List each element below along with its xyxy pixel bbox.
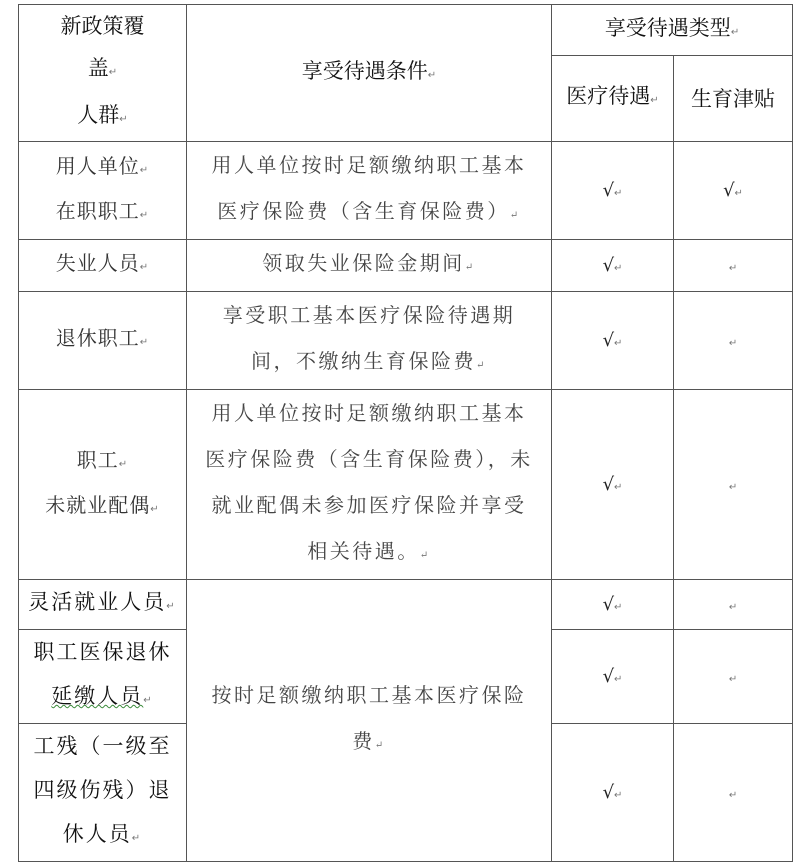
paragraph-mark: ↵ [150,503,160,515]
paragraph-mark: ↵ [374,740,386,751]
table-row [19,390,793,580]
group-line: 职工医保退休 [33,640,172,664]
medical-cell [552,630,674,724]
group-line: 未就业配偶 [45,492,151,517]
medical-cell [552,292,674,390]
condition-line: 领取失业保险金期间 [262,251,465,275]
header-conditions-label: 享受待遇条件 [301,58,428,83]
group-line: 四级伤残）退 [33,778,172,802]
paragraph-mark: ↵ [476,360,487,371]
paragraph-mark: ↵ [118,458,129,470]
paragraph-mark: ↵ [728,790,738,801]
maternity-cell [674,240,793,292]
header-benefit-types-label: 享受待遇类型 [604,15,731,40]
paragraph-mark: ↵ [614,674,623,685]
check-mark: √ [723,180,735,201]
group-cell [19,724,187,862]
group-line: 退休职工 [55,326,140,350]
conditions-cell [187,390,552,580]
paragraph-mark: ↵ [728,482,738,493]
group-cell [19,142,187,240]
group-cell [19,580,187,630]
condition-line: 用人单位按时足额缴纳职工基本 [211,153,527,177]
paragraph-mark: ↵ [139,337,150,348]
maternity-cell [674,580,793,630]
header-medical [552,56,674,142]
group-line: 延缴人员 [51,684,144,708]
paragraph-mark: ↵ [143,695,154,706]
condition-line: 费 [352,729,375,753]
check-mark: √ [602,782,615,803]
maternity-cell [674,142,793,240]
check-mark: √ [602,666,615,687]
paragraph-mark: ↵ [728,338,738,349]
paragraph-mark: ↵ [139,164,150,176]
paragraph-mark: ↵ [728,674,738,685]
group-cell [19,240,187,292]
table-row [19,292,793,390]
group-line: 工残（一级至 [33,734,172,758]
header-medical-label: 医疗待遇 [566,84,651,108]
medical-cell [552,142,674,240]
condition-line: 相关待遇。 [307,539,420,563]
paragraph-mark: ↵ [509,210,521,221]
check-mark: √ [602,330,615,351]
table-row [19,580,793,630]
paragraph-mark: ↵ [166,601,177,612]
condition-line: 按时足额缴纳职工基本医疗保险 [211,683,527,707]
paragraph-mark: ↵ [108,67,118,78]
paragraph-mark: ↵ [728,602,738,613]
shared-conditions-cell [187,580,552,862]
condition-line: 医疗保险费（含生育保险费），未 [205,447,533,471]
paragraph-mark: ↵ [614,482,623,493]
check-mark: √ [602,180,615,201]
group-line: 休人员 [62,822,132,846]
table-row [19,240,793,292]
group-cell [19,390,187,580]
group-line: 职工 [76,447,119,472]
check-mark: √ [602,594,615,615]
benefits-table [18,4,793,862]
header-conditions [187,5,552,142]
header-group-line3: 人群 [77,103,120,127]
paragraph-mark: ↵ [734,188,743,199]
medical-cell [552,724,674,862]
group-line: 灵活就业人员 [28,590,167,614]
header-benefit-types [552,5,793,56]
condition-line: 医疗保险费（含生育保险费） [217,199,510,223]
conditions-cell [187,292,552,390]
paragraph-mark: ↵ [730,26,740,38]
medical-cell [552,240,674,292]
paragraph-mark: ↵ [614,602,623,613]
paragraph-mark: ↵ [728,263,738,274]
paragraph-mark: ↵ [614,188,623,199]
condition-line: 享受职工基本医疗保险待遇期 [222,303,516,327]
check-mark: √ [602,474,615,495]
group-line: 用人单位 [55,153,140,178]
header-maternity-label: 生育津贴 [691,86,775,111]
paragraph-mark: ↵ [464,262,476,273]
table-row [19,142,793,240]
paragraph-mark: ↵ [419,550,431,561]
maternity-cell [674,390,793,580]
header-group-line1: 新政策覆 [60,14,145,38]
paragraph-mark: ↵ [650,95,659,106]
medical-cell [552,580,674,630]
conditions-cell [187,142,552,240]
group-line: 失业人员 [55,251,140,275]
paragraph-mark: ↵ [119,114,128,125]
paragraph-mark: ↵ [614,790,623,801]
condition-line: 就业配偶未参加医疗保险并享受 [211,493,527,517]
medical-cell [552,390,674,580]
header-covered-group [19,5,187,142]
group-cell [19,630,187,724]
header-maternity [674,56,793,142]
group-line: 在职职工 [55,198,140,223]
paragraph-mark: ↵ [427,69,437,81]
paragraph-mark: ↵ [131,833,143,844]
condition-line: 间，不缴纳生育保险费 [251,349,477,373]
check-mark: √ [602,255,615,276]
paragraph-mark: ↵ [139,262,150,273]
header-group-line2: 盖 [87,56,109,80]
condition-line: 用人单位按时足额缴纳职工基本 [211,401,527,425]
maternity-cell [674,630,793,724]
paragraph-mark: ↵ [614,338,623,349]
maternity-cell [674,724,793,862]
paragraph-mark: ↵ [139,209,150,221]
maternity-cell [674,292,793,390]
group-cell [19,292,187,390]
conditions-cell [187,240,552,292]
paragraph-mark: ↵ [614,263,623,274]
